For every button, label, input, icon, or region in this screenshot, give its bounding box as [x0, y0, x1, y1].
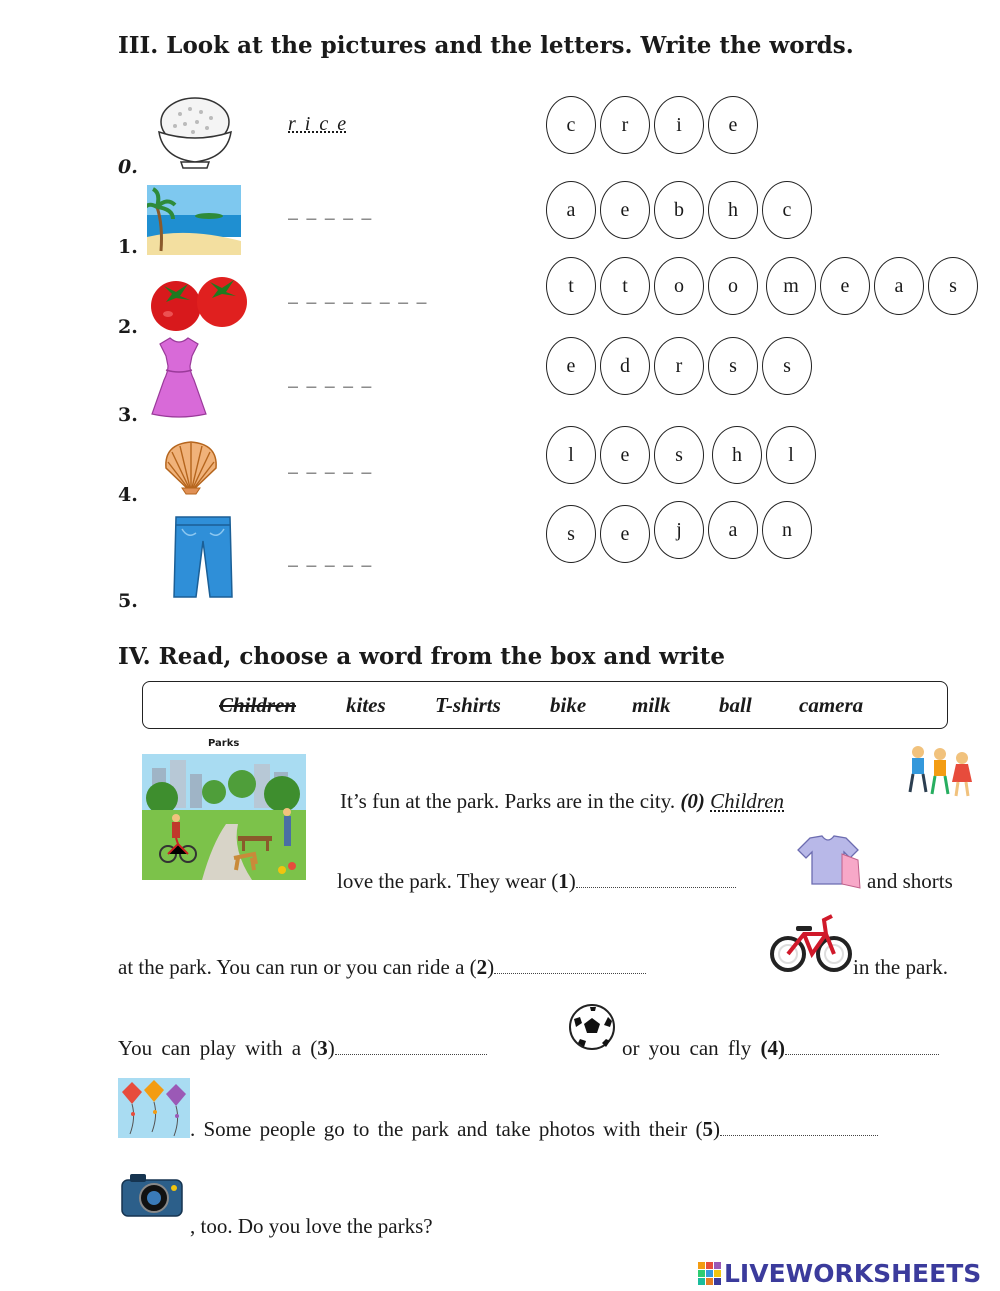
example-answer: Children — [710, 789, 785, 813]
answer-blanks[interactable]: _ _ _ _ _ — [288, 450, 373, 474]
letter-bubble: o — [654, 257, 704, 315]
letter-bubble: e — [546, 337, 596, 395]
letter-bubble: e — [600, 426, 650, 484]
beach-icon — [147, 185, 241, 259]
passage-line — [853, 955, 948, 980]
item-number: 3. — [118, 404, 138, 426]
passage-text: ) — [327, 1036, 335, 1060]
blank-number: 3 — [317, 1036, 328, 1060]
item-number: 1. — [118, 236, 138, 258]
answer-blank-1[interactable] — [576, 873, 736, 888]
letter-bubble: t — [546, 257, 596, 315]
word-box-item: Children — [219, 693, 297, 717]
blank-number: (4) — [760, 1036, 785, 1060]
letter-bubble: t — [600, 257, 650, 315]
word-box-item: bike — [550, 693, 587, 717]
letter-bubble: l — [546, 426, 596, 484]
answer-blank-5[interactable] — [720, 1121, 878, 1136]
passage-text: , too. Do you love the parks? — [190, 1214, 433, 1238]
answer-blanks[interactable]: _ _ _ _ _ — [288, 543, 373, 567]
passage-text: ) — [568, 869, 576, 893]
word-box-item: milk — [632, 693, 671, 717]
tshirt-icon — [796, 834, 864, 896]
letter-bubble: s — [762, 337, 812, 395]
letter-bubble: r — [654, 337, 704, 395]
letter-bubble: j — [654, 501, 704, 559]
ball-icon — [568, 1003, 616, 1055]
logo-text: LIVEWORKSHEETS — [724, 1259, 982, 1288]
tomato-icon — [150, 270, 248, 336]
letter-bubble: e — [600, 505, 650, 563]
passage-text: ) — [712, 1117, 720, 1141]
dress-icon — [150, 336, 208, 422]
blank-number: 1 — [558, 869, 569, 893]
children-icon — [902, 744, 976, 802]
answer-blanks[interactable]: _ _ _ _ _ — [288, 196, 373, 220]
letter-bubble: c — [762, 181, 812, 239]
letter-bubble: i — [654, 96, 704, 154]
passage-line — [622, 1036, 939, 1061]
passage-text: or you can fly — [622, 1036, 752, 1060]
letter-bubble: o — [708, 257, 758, 315]
word-box-item: camera — [799, 693, 864, 717]
park-scene-image — [142, 754, 306, 884]
passage-text: ) — [487, 955, 495, 979]
blank-number: (0) — [680, 789, 705, 813]
blank-number: 2 — [476, 955, 488, 979]
jeans-icon — [172, 515, 234, 603]
letter-bubble: d — [600, 337, 650, 395]
section-3-title: III. Look at the pictures and the letters. Write the words. — [118, 32, 854, 59]
passage-line — [337, 869, 736, 894]
item-number: 0. — [118, 156, 138, 178]
letter-bubble: s — [928, 257, 978, 315]
word-box-item: ball — [719, 693, 752, 717]
letter-bubble: e — [708, 96, 758, 154]
letter-bubble: l — [766, 426, 816, 484]
passage-text: at the park. You can run or you can ride a ( — [118, 955, 477, 979]
item-number: 4. — [118, 484, 138, 506]
passage-text: love the park. They wear ( — [337, 869, 559, 893]
letter-bubble: e — [820, 257, 870, 315]
camera-icon — [118, 1170, 186, 1224]
letter-bubble: h — [712, 426, 762, 484]
answer-blank-2[interactable] — [494, 959, 646, 974]
example-answer: r i c e — [288, 113, 349, 135]
park-caption: Parks — [208, 738, 240, 749]
letter-bubble: m — [766, 257, 816, 315]
letter-bubble: s — [654, 426, 704, 484]
bike-icon — [768, 908, 854, 978]
logo-grid-icon — [698, 1262, 722, 1286]
word-box-item: kites — [346, 693, 386, 717]
letter-bubble: r — [600, 96, 650, 154]
liveworksheets-logo — [698, 1259, 981, 1288]
answer-blank-3[interactable] — [335, 1040, 487, 1055]
passage-text: You can play with a ( — [118, 1036, 318, 1060]
answer-blanks[interactable]: _ _ _ _ _ _ _ _ — [288, 280, 428, 304]
letter-bubble: n — [762, 501, 812, 559]
letter-bubble: b — [654, 181, 704, 239]
passage-text: and shorts — [867, 869, 953, 893]
answer-blank-4[interactable] — [785, 1040, 939, 1055]
letter-bubble: s — [546, 505, 596, 563]
passage-line — [867, 869, 953, 894]
letter-bubble: s — [708, 337, 758, 395]
passage-line — [340, 789, 784, 814]
letter-bubble: a — [708, 501, 758, 559]
answer-blanks[interactable]: _ _ _ _ _ — [288, 364, 373, 388]
section-4-title: IV. Read, choose a word from the box and write — [118, 643, 726, 670]
letter-bubble: e — [600, 181, 650, 239]
passage-line — [118, 1036, 487, 1061]
item-number: 2. — [118, 316, 138, 338]
passage-line — [190, 1117, 878, 1142]
shell-icon — [160, 438, 222, 500]
letter-bubble: c — [546, 96, 596, 154]
passage-text: in the park. — [853, 955, 949, 979]
passage-line — [190, 1214, 433, 1239]
kites-icon — [118, 1078, 190, 1142]
passage-text: . Some people go to the park and take photos with their ( — [190, 1117, 703, 1141]
word-box — [142, 681, 948, 729]
passage-text: It’s fun at the park. Parks are in the city. — [340, 789, 676, 813]
letter-bubble: a — [546, 181, 596, 239]
passage-line — [118, 955, 646, 980]
letter-bubble: a — [874, 257, 924, 315]
blank-number: 5 — [702, 1117, 713, 1141]
item-number: 5. — [118, 590, 138, 612]
word-box-item: T-shirts — [435, 693, 501, 717]
letter-bubble: h — [708, 181, 758, 239]
rice-bowl-icon — [155, 92, 235, 174]
